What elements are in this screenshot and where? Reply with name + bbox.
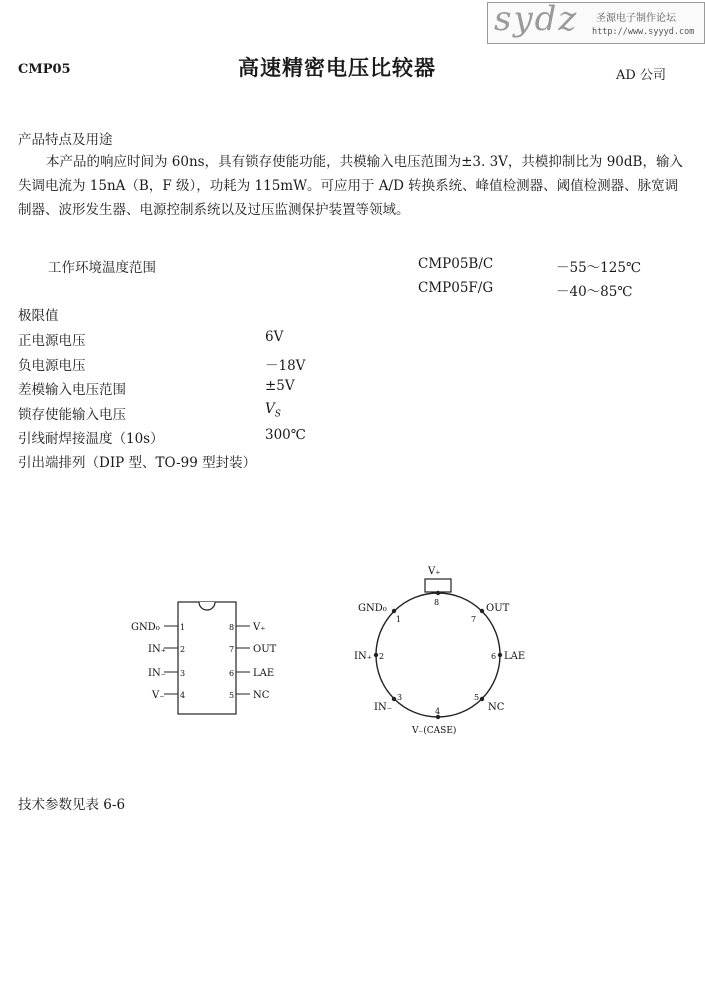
to99-pin-number: 5 bbox=[474, 693, 480, 702]
limit-value bbox=[265, 401, 281, 420]
limit-value: 300℃ bbox=[265, 427, 306, 443]
limit-value: ±5V bbox=[265, 378, 295, 394]
logo-site-url: http://www.syyyd.com bbox=[592, 27, 695, 37]
temperature-range: －40～85℃ bbox=[556, 284, 633, 300]
to99-pin-number: 2 bbox=[379, 652, 385, 661]
company-name: AD 公司 bbox=[616, 68, 666, 83]
to99-pin-number: 6 bbox=[491, 652, 497, 661]
temperature-model: CMP05F/G bbox=[418, 280, 494, 296]
limit-name: 引线耐焊接温度（10s） bbox=[18, 431, 164, 447]
features-body: 本产品的响应时间为 60ns，具有锁存使能功能，共模输入电压范围为±3. 3V，共模抑制比为 90dB，输入失调电流为 15nA（B，F 级），功耗为 115mW。可应用于 A/D 转换系统、峰值检测器、阈值检测器、脉宽调制器、波形发生器、电源控制系统以及过压监测保护装置等领域。 bbox=[18, 154, 683, 218]
to99-tab bbox=[425, 579, 451, 592]
to99-tab-label: V₊ bbox=[428, 566, 441, 577]
dip-pin-label: GND₀ bbox=[131, 622, 160, 633]
to99-pin-label: OUT bbox=[486, 603, 510, 614]
page-title: 高速精密电压比较器 bbox=[238, 55, 436, 80]
dip-pin-number: 6 bbox=[229, 669, 235, 678]
watermark-logo bbox=[487, 2, 705, 44]
to99-pin-label: GND₀ bbox=[358, 603, 387, 614]
dip-pin-label: V₋ bbox=[152, 690, 165, 701]
to99-pin-number: 7 bbox=[471, 615, 477, 624]
to99-diagram bbox=[340, 560, 540, 740]
limit-value-sub: S bbox=[274, 409, 281, 420]
dip-pin-label: IN₋ bbox=[148, 668, 166, 679]
dip-pin-label: OUT bbox=[253, 644, 277, 655]
dip-pin-number: 5 bbox=[229, 691, 235, 700]
dip-pin-label: V₊ bbox=[253, 622, 266, 633]
features-heading: 产品特点及用途 bbox=[18, 132, 113, 148]
to99-pin-number: 4 bbox=[435, 707, 441, 716]
to99-pin-label: IN₋ bbox=[374, 702, 392, 713]
temperature-label: 工作环境温度范围 bbox=[48, 260, 156, 276]
dip-pin-number: 4 bbox=[180, 691, 186, 700]
temperature-model: CMP05B/C bbox=[418, 256, 494, 272]
dip-pin-number: 2 bbox=[180, 645, 186, 654]
to99-pin-label: NC bbox=[488, 702, 505, 713]
to99-pin-label: LAE bbox=[504, 651, 526, 662]
limit-value: －18V bbox=[265, 358, 306, 374]
dip-pin-number: 7 bbox=[229, 645, 235, 654]
part-number: CMP05 bbox=[18, 62, 71, 77]
temperature-range: －55～125℃ bbox=[556, 260, 642, 276]
dip-pin-number: 3 bbox=[180, 669, 186, 678]
limit-value: 6V bbox=[265, 329, 284, 345]
limit-value-main: V bbox=[265, 401, 275, 417]
limit-name: 锁存使能输入电压 bbox=[18, 407, 126, 423]
limits-heading: 极限值 bbox=[18, 308, 59, 324]
to99-pin-label: V₋(CASE) bbox=[412, 726, 457, 736]
to99-pin-number: 8 bbox=[434, 598, 440, 607]
dip-pin-number: 1 bbox=[180, 623, 186, 632]
footer-note: 技术参数见表 6-6 bbox=[18, 797, 126, 813]
pinout-heading: 引出端排列（DIP 型、TO-99 型封装） bbox=[18, 455, 257, 471]
dip-body bbox=[178, 602, 236, 714]
dip-pin-number: 8 bbox=[229, 623, 235, 632]
dip-notch bbox=[199, 602, 215, 610]
logo-site-name: 圣源电子制作论坛 bbox=[596, 13, 676, 24]
to99-pin-number: 1 bbox=[396, 615, 402, 624]
features-paragraph bbox=[18, 150, 688, 222]
limit-name: 负电源电压 bbox=[18, 358, 86, 374]
dip-diagram bbox=[120, 590, 300, 720]
limit-name: 差模输入电压范围 bbox=[18, 382, 126, 398]
dip-pin-label: LAE bbox=[253, 668, 275, 679]
limit-name: 正电源电压 bbox=[18, 333, 86, 349]
to99-pin-label: IN₊ bbox=[354, 651, 372, 662]
dip-pin-label: NC bbox=[253, 690, 270, 701]
to99-pin-number: 3 bbox=[397, 693, 403, 702]
dip-pin-label: IN₊ bbox=[148, 644, 166, 655]
logo-text: sydz bbox=[494, 0, 579, 39]
